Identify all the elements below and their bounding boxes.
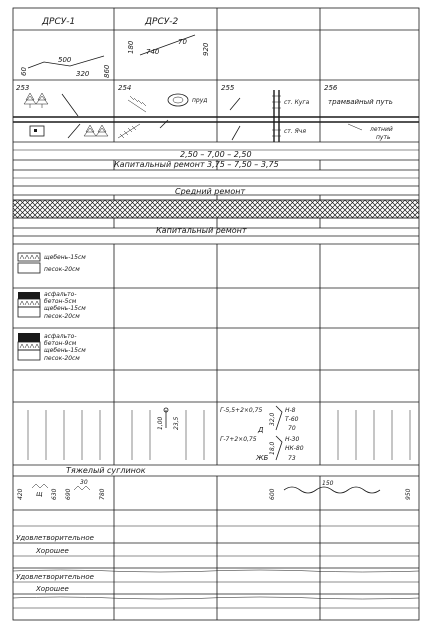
road-diagonal	[160, 120, 168, 128]
summer-road-curve	[348, 124, 362, 130]
condition-row-4: Хорошее	[36, 585, 69, 593]
bridge2-load-1: Н-30	[285, 436, 300, 443]
dim-180: 180	[127, 40, 135, 54]
layer-swatch-b	[18, 292, 40, 317]
dim-740: 740	[146, 48, 160, 56]
profile-shch: щ	[36, 490, 43, 498]
plan-dims-mid	[127, 35, 210, 56]
picket-253: 253	[16, 84, 30, 92]
layer-swatch-c	[18, 333, 40, 360]
profile-950: 950	[405, 488, 412, 500]
bridge2-load-2: НК-80	[285, 445, 304, 452]
profile-30: 30	[80, 479, 88, 486]
dim-320: 320	[76, 70, 90, 78]
profile-right	[269, 480, 412, 500]
profile-left	[17, 479, 106, 500]
profile-150: 150	[322, 480, 334, 487]
bridge1-load-1: Н-8	[285, 407, 296, 414]
hatched-band	[13, 200, 419, 218]
bridge1-type: Г-5,5+2×0,75	[220, 407, 263, 414]
pond-label: пруд	[192, 97, 208, 104]
dim-500: 500	[58, 56, 72, 64]
bridge1-length: 32,0	[269, 412, 276, 426]
header-drsu-2: ДРСУ-2	[145, 17, 179, 27]
road-branch-left	[68, 124, 80, 138]
layer-c-1: асфальто-	[44, 333, 77, 340]
soil-label: Тяжелый суглинок	[66, 466, 146, 475]
bridge2-length: 18,0	[269, 441, 276, 455]
bridge2-material: ЖБ	[256, 454, 269, 462]
tram-label: трамвайный путь	[328, 98, 393, 106]
layer-b-4: песок-20см	[44, 313, 80, 320]
summer-road-label-2: путь	[376, 134, 391, 141]
condition-row-2: Хорошее	[36, 547, 69, 555]
station-bottom-label: ст. Ячя	[284, 128, 306, 135]
bridge1-bracket	[276, 406, 282, 430]
bridge2-bracket	[276, 436, 282, 460]
dim-70: 70	[178, 38, 187, 46]
condition-row-1: Удовлетворительное	[16, 534, 94, 542]
summer-road-label-1: летний	[370, 126, 393, 133]
building-icon	[30, 126, 44, 136]
pipe-length: 23,5	[173, 416, 180, 430]
tree-icon	[84, 125, 108, 136]
layer-a-1: щебень-15см	[44, 254, 86, 261]
header-drsu-1: ДРСУ-1	[42, 17, 76, 27]
profile-600: 600	[269, 488, 276, 500]
pipe-diameter: 1,00	[157, 416, 164, 430]
profile-420: 420	[17, 488, 24, 500]
picket-254: 254	[118, 84, 132, 92]
road-diagonal-2	[230, 98, 240, 140]
bridge1-material: Д	[258, 426, 264, 434]
capital-repair-1: Капитальный ремонт 3,75 – 7,50 – 3,75	[114, 160, 279, 169]
picket-256: 256	[324, 84, 338, 92]
layer-swatch-a	[18, 253, 40, 273]
layer-c-3: щебень-15см	[44, 347, 86, 354]
layer-a-2: песок-20см	[44, 266, 80, 273]
profile-690: 690	[65, 488, 72, 500]
condition-row-3: Удовлетворительное	[16, 573, 94, 581]
profile-780: 780	[99, 488, 106, 500]
bridge2-type: Г-7+2×0,75	[220, 436, 257, 443]
bridge2-load-3: 73	[288, 455, 296, 462]
section-dims: 2,50 – 7,00 – 2,50	[180, 150, 252, 159]
dim-920: 920	[202, 42, 210, 56]
pipe-icon	[164, 408, 168, 428]
bridge1-load-3: 70	[288, 425, 296, 432]
bridge1-load-2: Т-60	[285, 416, 299, 423]
tick-marks	[28, 410, 410, 460]
profile-630: 630	[51, 488, 58, 500]
layer-b-2: бетон-5см	[44, 298, 77, 305]
road-curve	[62, 94, 78, 116]
railway-crossing-icon	[272, 90, 281, 142]
picket-255: 255	[221, 84, 235, 92]
dim-60: 60	[20, 67, 28, 76]
capital-repair-2: Капитальный ремонт	[156, 226, 247, 235]
layer-b-1: асфальто-	[44, 291, 77, 298]
plan-dims-left	[20, 56, 111, 78]
layer-b-3: щебень-15см	[44, 305, 86, 312]
layer-c-4: песок-20см	[44, 355, 80, 362]
medium-repair: Средний ремонт	[175, 187, 246, 196]
dim-860: 860	[103, 64, 111, 78]
tree-icon	[24, 93, 48, 108]
pond-icon	[168, 94, 188, 106]
layer-c-2: бетон-9см	[44, 340, 77, 347]
station-top-label: ст. Куга	[284, 99, 310, 106]
